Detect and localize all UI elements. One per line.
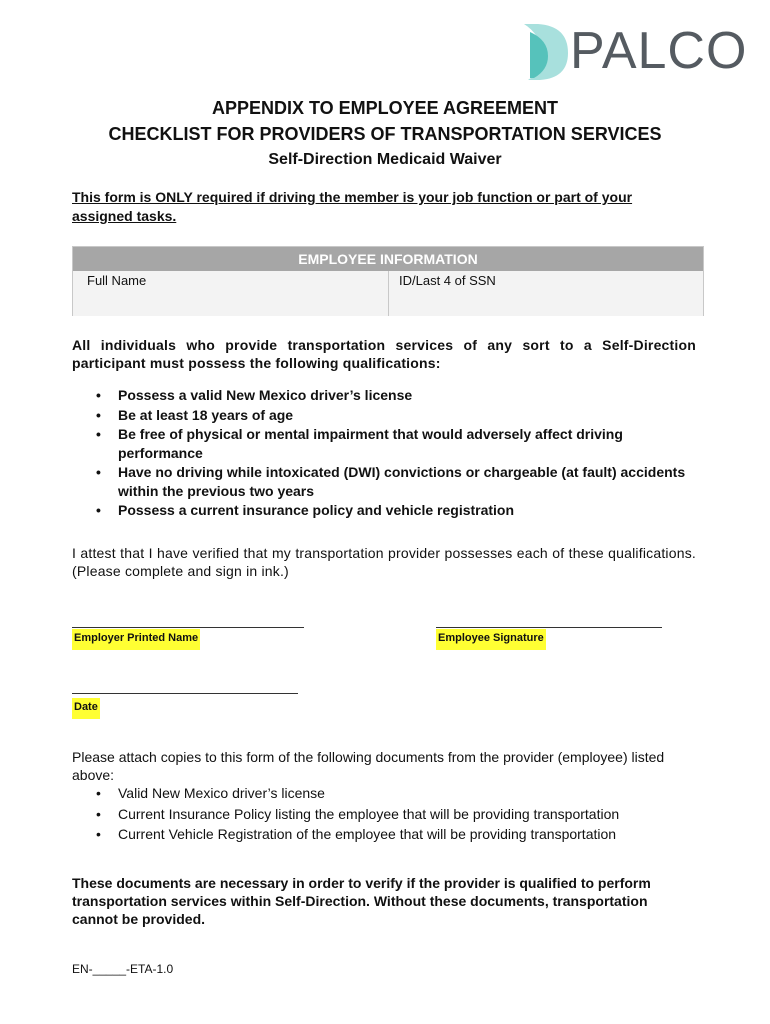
qualifications-intro: All individuals who provide transportation services of any sort to a Self-Direction participant must possess the following qualifications: (72, 337, 696, 371)
documents-intro: Please attach copies to this form of the following documents from the provider (employee) listed above: (72, 749, 665, 783)
employee-signature-label-wrap (436, 628, 546, 650)
list-item: • Be at least 18 years of age (72, 406, 692, 425)
list-item: • Valid New Mexico driver’s license (72, 784, 702, 804)
list-item: • Have no driving while intoxicated (DWI) convictions or chargeable (at fault) accidents within the previous two years (72, 463, 692, 500)
document-title: APPENDIX TO EMPLOYEE AGREEMENT (211, 98, 559, 118)
list-item: • Current Vehicle Registration of the employee that will be providing transportation (72, 825, 702, 845)
logo-wordmark: PALCO (570, 22, 748, 80)
employee-signature-label: Employee Signature (436, 629, 546, 650)
notice-text: This form is ONLY required if driving the member is your job function or part of your assigned tasks. (72, 189, 633, 224)
list-item: • Possess a current insurance policy and vehicle registration (72, 501, 692, 520)
id-ssn-label: ID/Last 4 of SSN (399, 273, 496, 288)
date-line[interactable] (72, 693, 298, 694)
full-name-label: Full Name (87, 273, 147, 288)
date-label-wrap (72, 697, 100, 719)
documents-list (72, 784, 702, 846)
list-item: • Be free of physical or mental impairment that would adversely affect driving performance (72, 425, 692, 462)
id-ssn-field[interactable] (389, 271, 703, 316)
list-item: • Current Insurance Policy listing the employee that will be providing transportation (72, 805, 702, 825)
palco-mark-icon (518, 20, 578, 82)
employee-info-table (72, 246, 704, 316)
form-code: EN-_____-ETA-1.0 (72, 962, 174, 976)
document-title-line2: CHECKLIST FOR PROVIDERS OF TRANSPORTATION SERVICES (108, 124, 662, 144)
document-subtitle: Self-Direction Medicaid Waiver (268, 151, 502, 168)
date-label: Date (72, 698, 100, 719)
palco-logo (518, 20, 746, 82)
closing-note: These documents are necessary in order to verify if the provider is qualified to perform transportation services within Self-Direction. Without these documents, transportation cannot be provided. (72, 875, 651, 927)
employer-name-label-wrap (72, 628, 200, 650)
employee-info-heading: EMPLOYEE INFORMATION (73, 247, 703, 271)
full-name-field[interactable] (73, 271, 389, 316)
list-item: • Possess a valid New Mexico driver’s license (72, 386, 692, 405)
attestation-text: I attest that I have verified that my transportation provider possesses each of these qualifications. (Please complete and sign in ink.) (72, 545, 696, 579)
employer-printed-name-label: Employer Printed Name (72, 629, 200, 650)
qualifications-list (72, 386, 692, 521)
